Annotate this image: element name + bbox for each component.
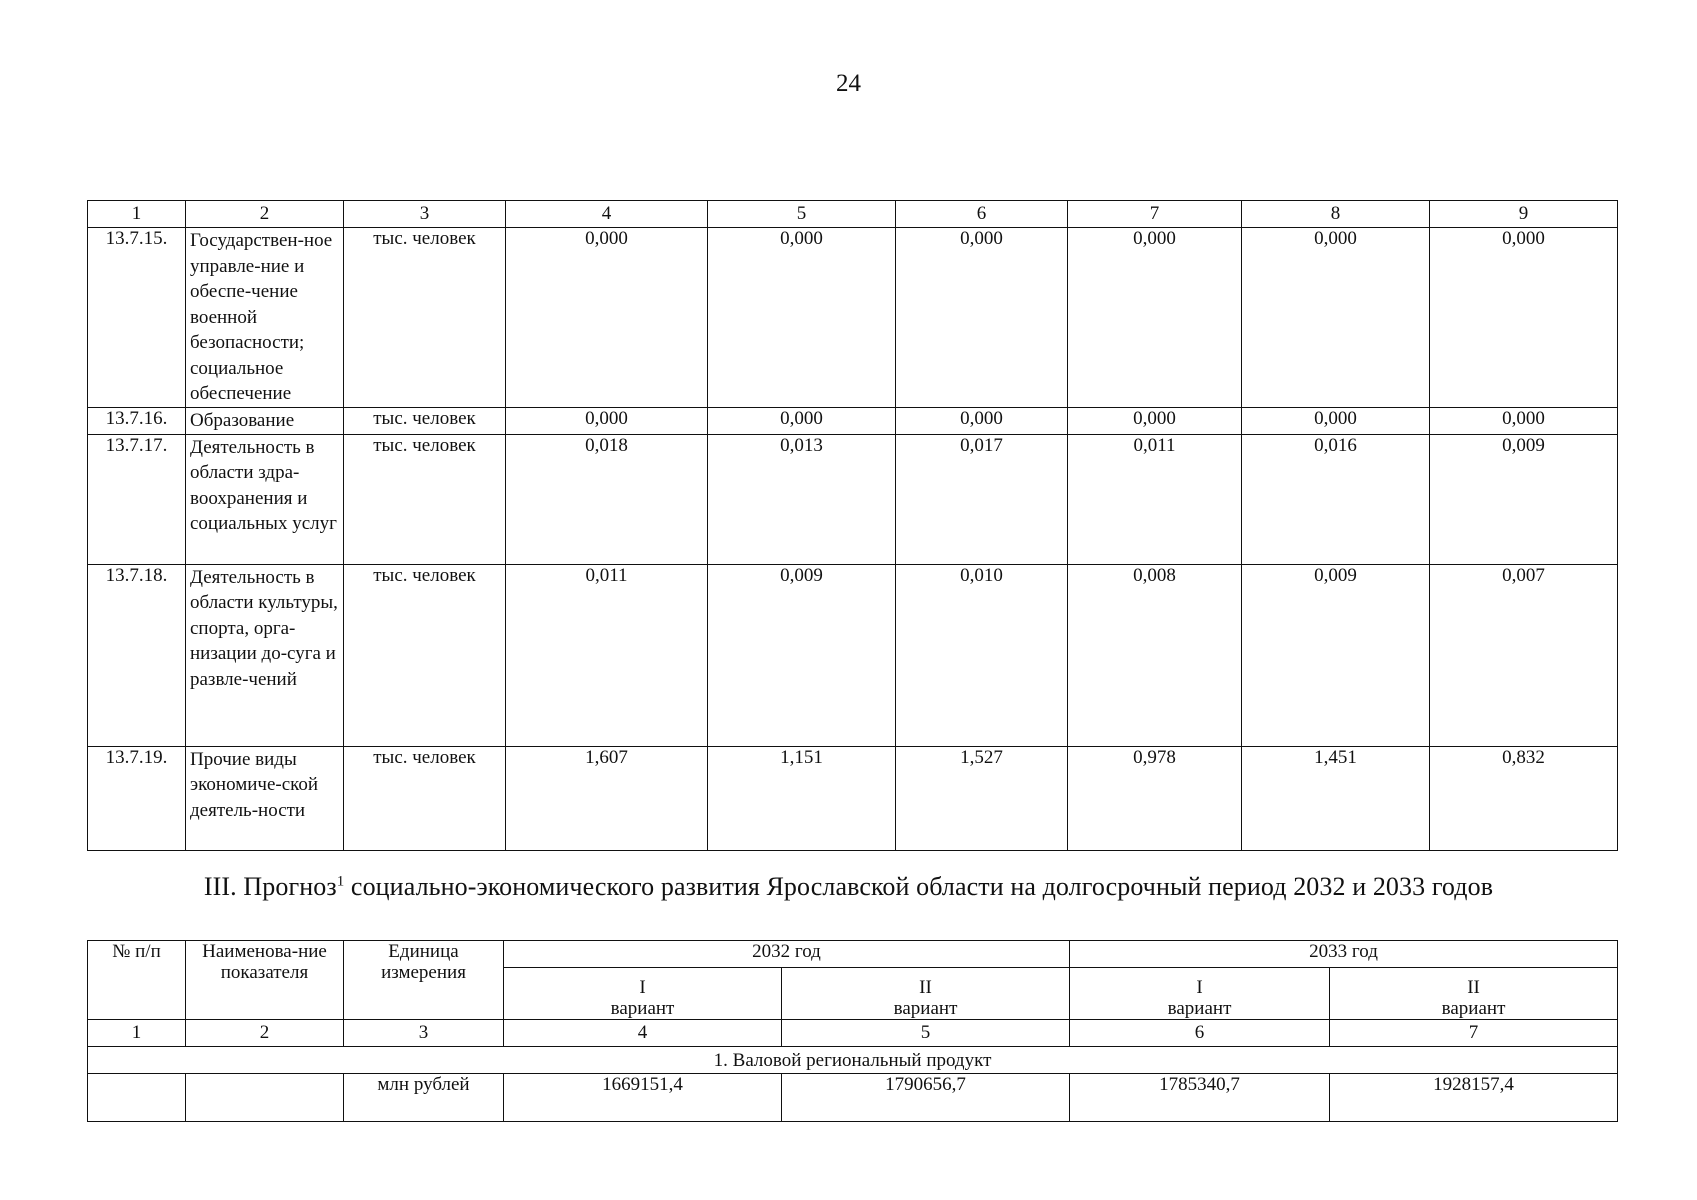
section-heading [0,872,1697,902]
row-number: 13.7.17. [88,434,186,564]
value-cell: 0,000 [1242,407,1430,434]
value-cell: 0,000 [506,228,708,408]
value-cell: 0,000 [708,407,896,434]
value-cell: 0,011 [1068,434,1242,564]
column-number: 4 [506,201,708,228]
column-number: 4 [504,1020,782,1047]
indicator-name: Деятельность в области культуры, спорта, орга-низации до-суга и развле-чений [186,564,344,746]
value-cell: 0,009 [708,564,896,746]
column-number: 5 [782,1020,1070,1047]
page-number: 24 [836,70,861,97]
table-row [88,564,1618,746]
row-number: 13.7.16. [88,407,186,434]
value-cell: 0,000 [1068,228,1242,408]
section-title: 1. Валовой региональный продукт [88,1047,1618,1074]
value-cell: 1785340,7 [1070,1074,1330,1122]
unit: млн рублей [344,1074,504,1122]
unit: тыс. человек [344,564,506,746]
value-cell: 0,013 [708,434,896,564]
indicator-name: Государствен-ное управле-ние и обеспе-чение военной безопасности; социальное обеспечение [186,228,344,408]
value-cell: 0,000 [506,407,708,434]
value-cell: 1790656,7 [782,1074,1070,1122]
table-row [88,746,1618,850]
value-cell: 0,018 [506,434,708,564]
column-number-row [88,1020,1618,1047]
employment-table [87,200,1618,851]
header-variant-i [504,968,782,1020]
value-cell: 0,000 [896,228,1068,408]
variant-word: вариант [893,998,958,1019]
value-cell: 1928157,4 [1330,1074,1618,1122]
variant-roman: I [1196,977,1203,998]
indicator-name: Образование [186,407,344,434]
row-number: 13.7.15. [88,228,186,408]
value-cell: 0,017 [896,434,1068,564]
column-number: 6 [1070,1020,1330,1047]
value-cell: 0,010 [896,564,1068,746]
value-cell: 0,000 [1242,228,1430,408]
header-variant-ii [782,968,1070,1020]
header-row [88,941,1618,968]
column-number: 3 [344,1020,504,1047]
value-cell: 0,011 [506,564,708,746]
heading-text-start: III. Прогноз [203,872,337,901]
forecast-table [87,940,1618,1122]
table-row [88,434,1618,564]
value-cell: 1,607 [506,746,708,850]
variant-word: вариант [1167,998,1232,1019]
column-number: 1 [88,201,186,228]
row-number: 13.7.18. [88,564,186,746]
header-year-2033: 2033 год [1070,941,1618,968]
variant-roman: II [919,977,932,998]
row-number: 13.7.19. [88,746,186,850]
value-cell: 0,000 [1068,407,1242,434]
row-number [88,1074,186,1122]
indicator-name: Прочие виды экономиче-ской деятель-ности [186,746,344,850]
column-number: 9 [1430,201,1618,228]
column-number: 5 [708,201,896,228]
table-row [88,407,1618,434]
column-number: 8 [1242,201,1430,228]
heading-text-end: социально-экономического развития Ярославской области на долгосрочный период 2032 и 2033 годов [344,872,1494,901]
column-number: 3 [344,201,506,228]
value-cell: 0,009 [1242,564,1430,746]
value-cell: 1669151,4 [504,1074,782,1122]
value-cell: 0,008 [1068,564,1242,746]
value-cell: 0,000 [1430,407,1618,434]
header-number: № п/п [88,941,186,1020]
header-unit: Единица измерения [344,941,504,1020]
column-number: 2 [186,1020,344,1047]
variant-roman: II [1467,977,1480,998]
variant-word: вариант [610,998,675,1019]
unit: тыс. человек [344,228,506,408]
header-variant-ii [1330,968,1618,1020]
unit: тыс. человек [344,746,506,850]
column-number: 7 [1330,1020,1618,1047]
footnote-marker: 1 [336,873,345,890]
column-number: 2 [186,201,344,228]
value-cell: 1,527 [896,746,1068,850]
value-cell: 0,016 [1242,434,1430,564]
header-year-2032: 2032 год [504,941,1070,968]
value-cell: 1,451 [1242,746,1430,850]
variant-word: вариант [1441,998,1506,1019]
indicator-name: Деятельность в области здра-воохранения и социальных услуг [186,434,344,564]
value-cell: 0,000 [708,228,896,408]
column-number: 7 [1068,201,1242,228]
unit: тыс. человек [344,434,506,564]
table-row [88,1074,1618,1122]
value-cell: 0,978 [1068,746,1242,850]
unit: тыс. человек [344,407,506,434]
column-number: 1 [88,1020,186,1047]
header-variant-i [1070,968,1330,1020]
column-number: 6 [896,201,1068,228]
value-cell: 0,009 [1430,434,1618,564]
value-cell: 0,007 [1430,564,1618,746]
table-row [88,228,1618,408]
header-indicator-name: Наименова-ние показателя [186,941,344,1020]
value-cell: 0,000 [1430,228,1618,408]
indicator-name [186,1074,344,1122]
variant-roman: I [639,977,646,998]
value-cell: 0,000 [896,407,1068,434]
value-cell: 1,151 [708,746,896,850]
column-number-row [88,201,1618,228]
section-row [88,1047,1618,1074]
value-cell: 0,832 [1430,746,1618,850]
